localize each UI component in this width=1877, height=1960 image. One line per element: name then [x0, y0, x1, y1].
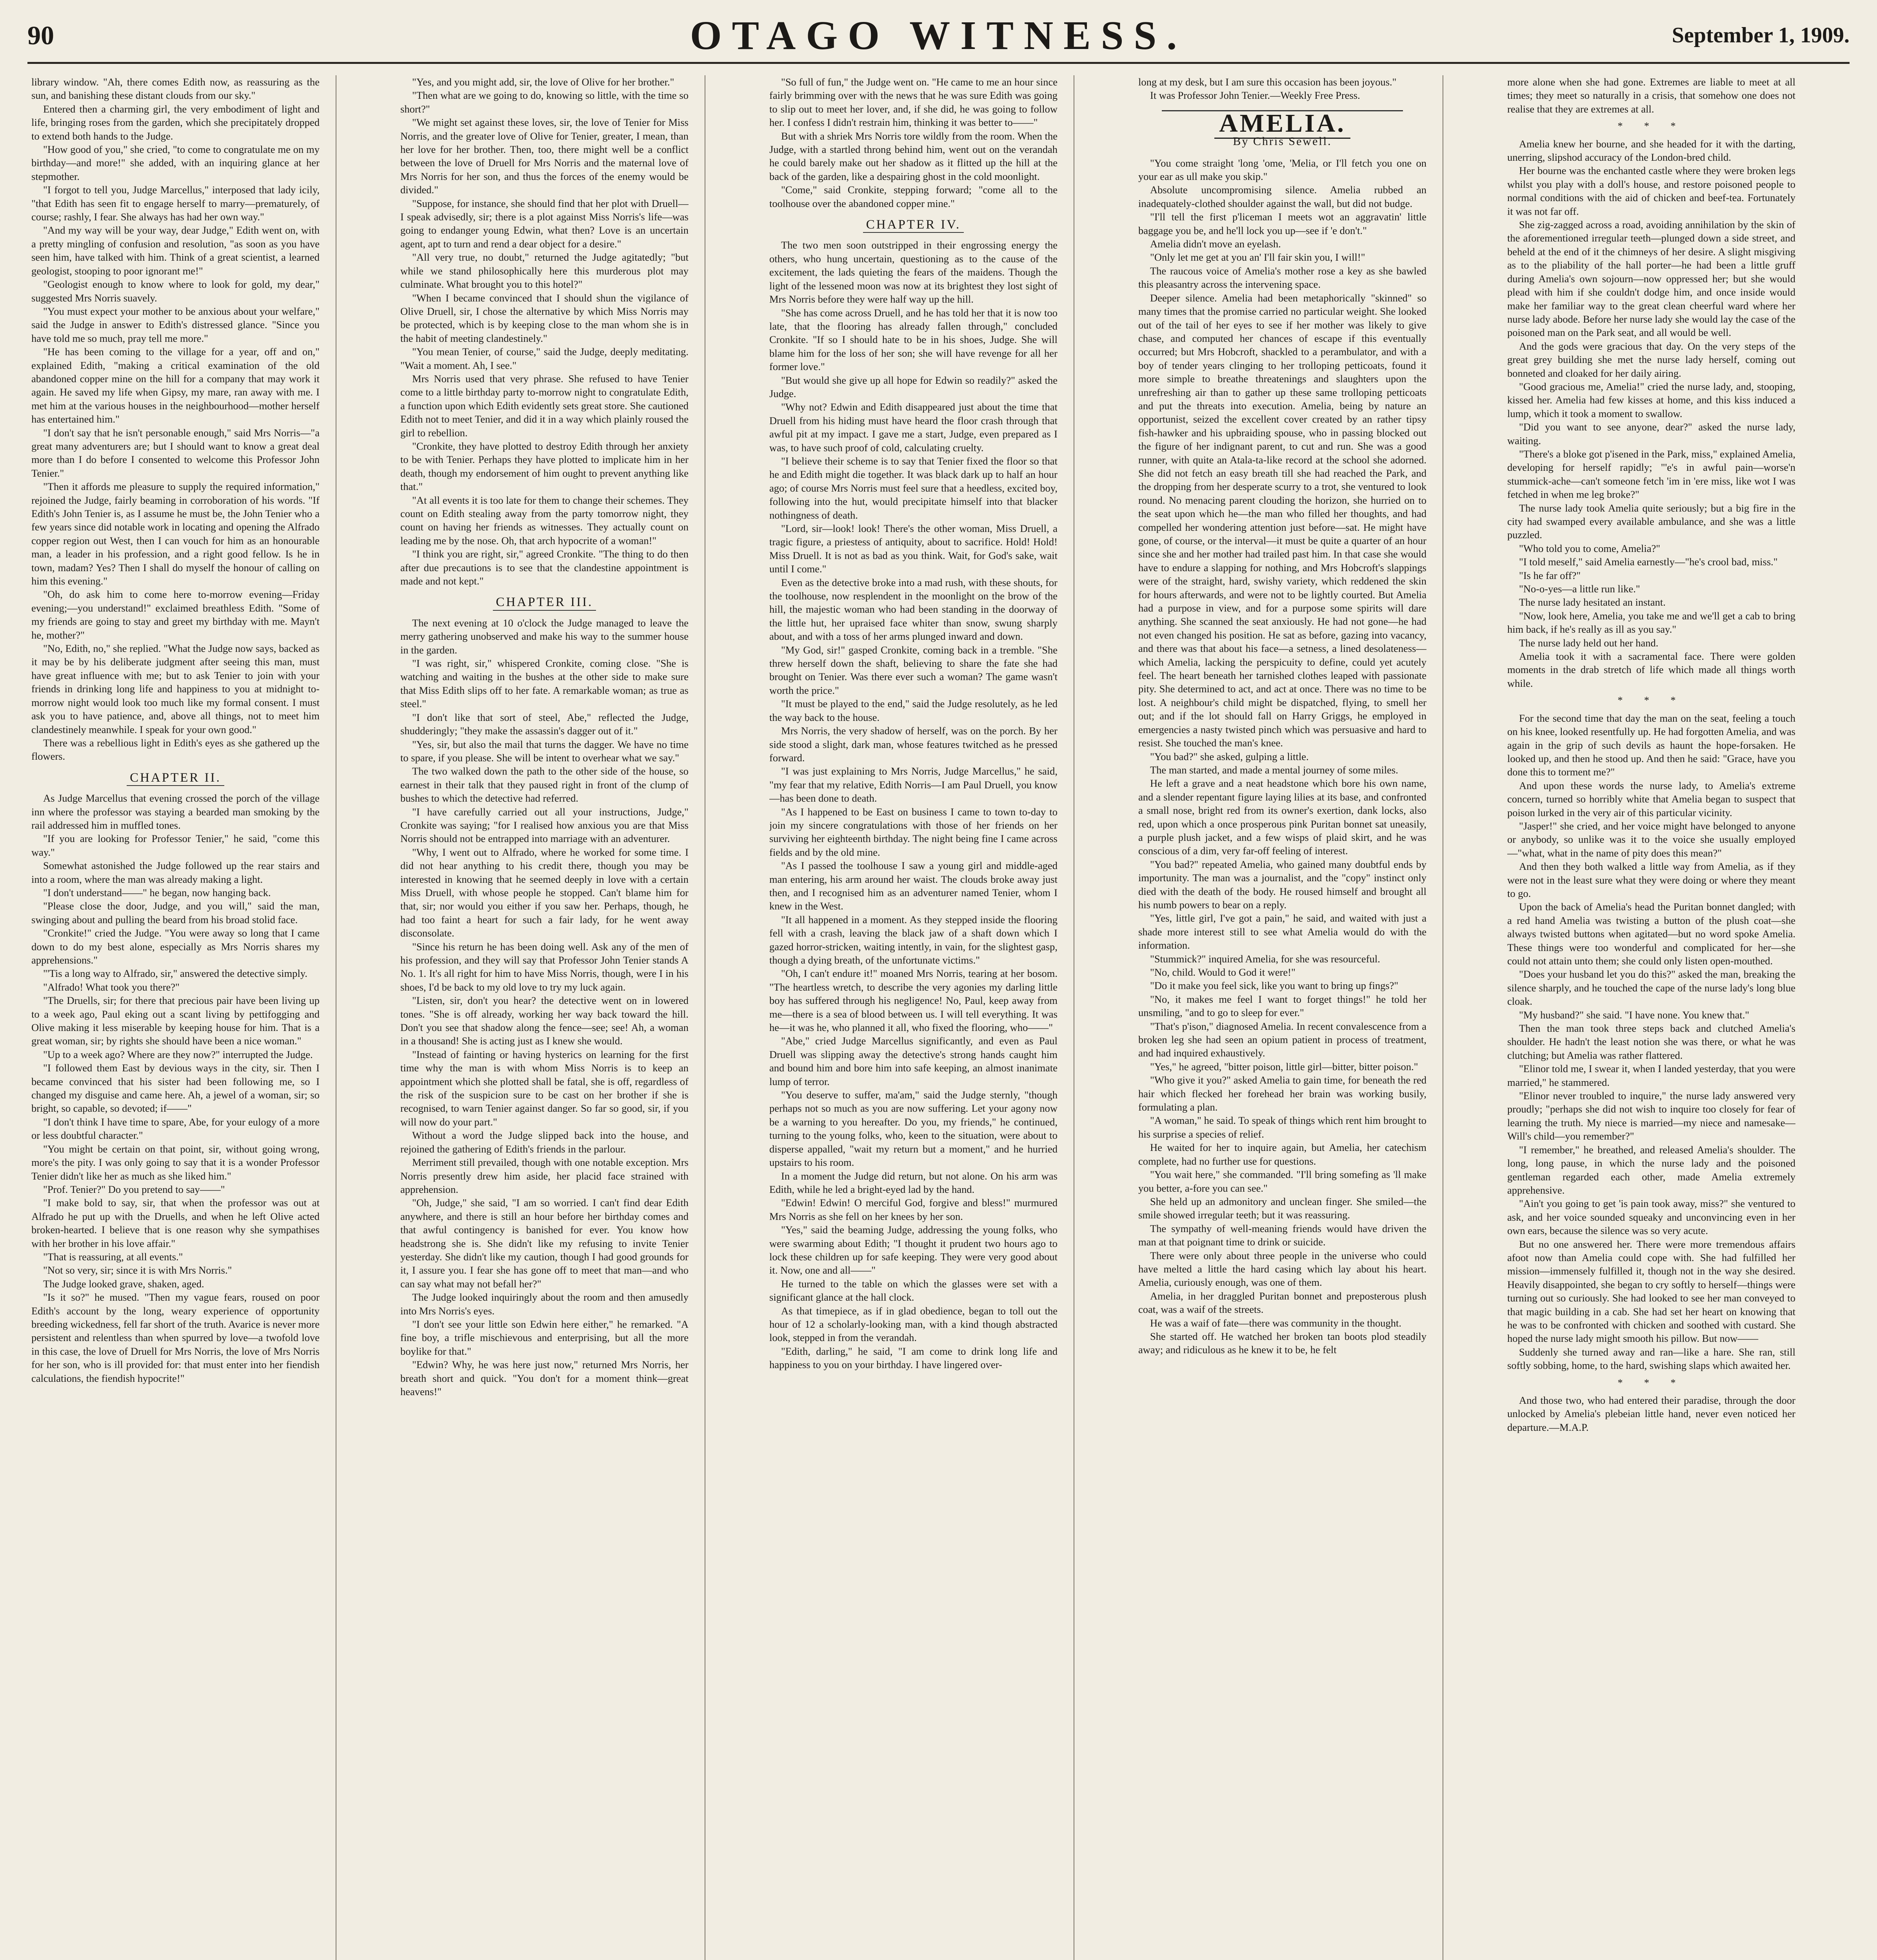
page-number: 90 [27, 20, 54, 50]
paragraph: "Then it affords me pleasure to supply the required information," rejoined the Judge, fairly beaming in corroboration of his words. "If Edith's John Tenier is, as I assume he must be, the John Tenier who a few years since did notable work in locating and opening the Alfrado copper region out West, then I can vouch for him as an honourable man, a leader in his profession, and a right good fellow. Is he in town, madam? Yes? Then I shall do myself the honour of calling on him this evening." [31, 481, 320, 587]
paragraph: Somewhat astonished the Judge followed up the rear stairs and into a room, where the man was already making a light. [31, 860, 320, 885]
paragraph: "Why not? Edwin and Edith disappeared just about the time that Druell from his hiding must have heard the floor crash through that awful pit at my impact. I gave me a start, Judge, even prepared as I was, to have such proof of cold, calculating cruelty. [769, 401, 1058, 454]
paragraph: "Elinor told me, I swear it, when I landed yesterday, that you were married," he stammered. [1507, 1063, 1795, 1088]
paragraph: Absolute uncompromising silence. Amelia rubbed an inadequately-clothed shoulder against the wall, but did not budge. [1138, 184, 1426, 209]
paragraph: The man started, and made a mental journey of some miles. [1150, 764, 1398, 776]
paragraph: And those two, who had entered their paradise, through the door unlocked by Amelia's plebeian little hand, never even noticed her departure.—M.A.P. [1507, 1394, 1795, 1433]
paragraph: The Judge looked inquiringly about the room and then amusedly into Mrs Norris's eyes. [400, 1291, 689, 1317]
paragraph: "There's a bloke got p'isened in the Park, miss," explained Amelia, developing for herself rapidly; "'e's in awful pain—worse'n stummick-ache—can't someone fetch 'im in 'ere miss, like wot I was fetched in when me leg broke?" [1507, 448, 1795, 501]
paragraph: Amelia knew her bourne, and she headed for it with the darting, unerring, slipshod accuracy of the London-bred child. [1507, 138, 1795, 163]
paragraph: He turned to the table on which the glasses were set with a significant glance at the hall clock. [769, 1278, 1058, 1303]
paragraph: "I don't like that sort of steel, Abe," reflected the Judge, shudderingly; "they make the assassin's dagger out of it." [400, 711, 689, 737]
paragraph: The sympathy of well-meaning friends would have driven the man at that poignant time to drink or suicide. [1138, 1222, 1426, 1248]
paragraph: Upon the back of Amelia's head the Puritan bonnet dangled; with a red hand Amelia was twisting a button of the plush coat—she always twisted buttons when agitated—but no word spoke Amelia. These things were too wonderful and complicated for her—she could not attain unto them; she could only listen open-mouthed. [1507, 901, 1795, 967]
paragraph: The Judge looked grave, shaken, aged. [43, 1278, 204, 1290]
paragraph: He was a waif of fate—there was community in the thought. [1150, 1317, 1401, 1329]
paragraph: "Yes," he agreed, "bitter poison, little girl—bitter, bitter poison." [1150, 1060, 1418, 1073]
paragraph: "Prof. Tenier?" Do you pretend to say——" [43, 1183, 225, 1195]
paragraph: She zig-zagged across a road, avoiding annihilation by the skin of the aforementioned irregular teeth—plunged down a side street, and beheld at the end of it the chimneys of her desire. A slight misgiving as to the pliability of the hall porter—he had been a little gruff during Amelia's own sojourn—now oppressed her; but she would plead with him if she couldn't dodge him, and once inside would make her familiar way to the great clean cheerful ward where her nurse lady abode. Before her nurse lady she would lay the case of the poisoned man on the Park seat, and all would be well. [1507, 219, 1795, 339]
paragraph: "Geologist enough to know where to look for gold, my dear," suggested Mrs Norris suavely. [31, 278, 320, 304]
paragraph: "Oh, Judge," she said, "I am so worried. I can't find dear Edith anywhere, and there is still an hour before her birthday comes and that awful contingency is banished for ever. You know how headstrong she is. She didn't like my refusing to invite Tenier yesterday. She didn't like my caution, though I had good grounds for it, I assure you. I fear she has gone off to meet that man—and who can say what may not befall her?" [400, 1197, 689, 1290]
paragraph: "She has come across Druell, and he has told her that it is now too late, that the flooring has already fallen through," concluded Cronkite. "If so I should hate to be in his shoes, Judge. She will blame him for the loss of her son; she will have revenge for all her former love." [769, 307, 1058, 373]
paragraph: "Yes, sir, but also the mail that turns the dagger. We have no time to spare, if you please. She will be intent to overhear what we say." [400, 738, 689, 764]
paragraph: "I think you are right, sir," agreed Cronkite. "The thing to do then after due precautions is to see that the clandestine appointment is made and not kept." [400, 548, 689, 587]
paragraph: "As I passed the toolhouse I saw a young girl and middle-aged man entering, his arm around her waist. The clouds broke away just then, and I recognised him as an adventurer named Tenier, whom I knew in the West. [769, 860, 1058, 912]
paragraph: "I make bold to say, sir, that when the professor was out at Alfrado he put up with the Druells, and when he left Olive acted broken-hearted. I believe that is one reason why she sympathises with her brother in his love affair." [31, 1197, 320, 1249]
chapter-heading-text: CHAPTER II. [127, 771, 224, 786]
paragraph: library window. "Ah, there comes Edith now, as reassuring as the sun, and banishing these distant clouds from our sky." [31, 76, 320, 102]
paragraph: There was a rebellious light in Edith's eyes as she gathered up the flowers. [31, 737, 320, 762]
paragraph: Mrs Norris used that very phrase. She refused to have Tenier come to a little birthday party to-morrow night to congratulate Edith, a function upon which Edith evidently sets great store. She cautioned Edith not to meet Tenier, and did it in a way which plainly roused the girl to rebellion. [400, 372, 689, 439]
paragraph: "I forgot to tell you, Judge Marcellus," interposed that lady icily, "that Edith has seen fit to engage herself to marry—prematurely, of course; rashly, I fear. She always has had her own way." [31, 184, 320, 223]
paragraph: "You might be certain on that point, sir, without going wrong, more's the pity. I was only going to say that it is a wonder Professor Tenier didn't like her as much as she liked him." [31, 1143, 320, 1182]
paragraph: It was Professor John Tenier.—Weekly Free Press. [1150, 89, 1360, 102]
paragraph: "Does your husband let you do this?" asked the man, breaking the silence sharply, and he touched the cape of the nurse lady's long blue cloak. [1507, 968, 1795, 1007]
paragraph: "Who told you to come, Amelia?" [1519, 542, 1661, 554]
paragraph: "Then what are we going to do, knowing so little, with the time so short?" [400, 89, 689, 115]
paragraph: Amelia didn't move an eyelash. [1150, 238, 1281, 250]
paragraph: "That's p'ison," diagnosed Amelia. In recent convalescence from a broken leg she had seen an opium patient in process of treatment, and had inquired exhaustively. [1138, 1020, 1426, 1059]
paragraph: "Come," said Cronkite, stepping forward; "come all to the toolhouse over the abandoned copper mine." [769, 184, 1058, 209]
paragraph: "I don't see your little son Edwin here either," he remarked. "A fine boy, a trifle mischievous and enterprising, but all the more boylike for that." [400, 1318, 689, 1357]
paragraph: "I'll tell the first p'liceman I meets wot an aggravatin' little baggage you be, and he'll lock you up—see if 'e don't." [1138, 211, 1426, 236]
paragraph: "Please close the door, Judge, and you will," said the man, swinging about and pulling the beard from his broad stolid face. [31, 900, 320, 926]
paragraph: "Only let me get at you an' I'll fair skin you, I will!" [1150, 251, 1365, 263]
paragraph: "Instead of fainting or having hysterics on learning for the first time why the man is with whom Miss Norris is to keep an appointment which she plotted shall be fatal, she is off, regardless of the risk of the suspicion sure to be cast on her brother if she is recognised, to warn Tenier against danger. So far so good, sir, if you will now do your part." [400, 1048, 689, 1128]
paragraph: "I was just explaining to Mrs Norris, Judge Marcellus," he said, "my fear that my relative, Edith Norris—I am Paul Druell, you know—has been done to death. [769, 765, 1058, 804]
paragraph: "Cronkite!" cried the Judge. "You were away so long that I came down to do my best alone, especially as Mrs Norris shares my apprehensions." [31, 927, 320, 966]
chapter-heading [769, 218, 1058, 233]
paragraph: The raucous voice of Amelia's mother rose a key as she bawled this pleasantry across the intervening space. [1138, 265, 1426, 290]
paragraph: She held up an admonitory and unclean finger. She smiled—the smile showed irregular teeth; but it was reassuring. [1138, 1195, 1426, 1221]
masthead [27, 12, 1850, 59]
paragraph: "Up to a week ago? Where are they now?" interrupted the Judge. [43, 1048, 313, 1060]
paragraph: "'Tis a long way to Alfrado, sir," answered the detective simply. [43, 967, 307, 980]
story-title-text: AMELIA. [1214, 109, 1350, 139]
paragraph: "Elinor never troubled to inquire," the nurse lady answered very proudly; "perhaps she did not wish to inquire too closely for fear of learning the truth. My niece is married—my niece and namesake—Will's child—you remember?" [1507, 1090, 1795, 1142]
paragraph: "Yes," said the beaming Judge, addressing the young folks, who were swarming about Edith; "I thought it prudent two hours ago to lock these children up for safe keeping. They were very good about it. Now, one and all——" [769, 1224, 1058, 1276]
paragraph: "Did you want to see anyone, dear?" asked the nurse lady, waiting. [1507, 421, 1795, 446]
paragraph: The next evening at 10 o'clock the Judge managed to leave the merry gathering unobserved and make his way to the summer house in the garden. [400, 617, 689, 656]
paragraph: The nurse lady held out her hand. [1519, 637, 1659, 649]
paragraph: "No-o-yes—a little run like." [1519, 583, 1640, 595]
paragraph: "Do it make you feel sick, like you want to bring up fings?" [1150, 980, 1399, 992]
paragraph: Deeper silence. Amelia had been metaphorically "skinned" so many times that the promise carried no particular weight. She looked out of the tail of her eyes to see if her mother was likely to give chase, and computed her chances of escape if this eventually occurred; but Mrs Hobcroft, shackled to a perambulator, and with a boy of tender years clinging to her trolloping petticoats, found it more simple to breathe threatenings and slaughters upon the unrefreshing air than to gather up these same trolloping petticoats and put the threats into execution. Amelia, being by nature an opportunist, seized the excellent cover created by an rather tipsy fish-hawker and his upbraiding spouse, who in passing blocked out the figure of her indignant parent, to cut and run. She was a good runner, with quite an Atala-ta-like record at the school she adorned. She did not fetch an easy breath till she had reached the Park, and the dropping from her desperate scurry to a trot, she ventured to look round. No menacing parent clouding the horizon, she hurried on to the seat upon which he—the man who filled her thoughts, and had compelled her wondering attention just before—sat. He might have gone, of course, or the interval—it must be quite a quarter of an hour since she and her mother had trailed past him. In that case she would have to endure a slapping for nothing, and Mrs Hobcroft's slappings were of the straight, hard, swishy variety, which reddened the skin for hours afterwards, and were not to be lightly courted. But Amelia had a purpose in view, and for a purpose some spirits will dare anything. She scanned the seat anxiously. He had not gone—he had not even changed his position. He sat as before, gazing into vacancy, and there was that about his face—a setness, a lined desolateness—which Amelia, lacking the perspicuity to define, could yet acutely feel. The heart beneath her tarnished clothes leaped with passionate pity. She determined to act, and act at once. There was no time to be lost. A neighbour's child might be dispatched, flying, to smell her out; and if the lot should fall on Harry Griggs, he employed in emergencies a nasty twisted pinch which was persuasive and hard to resist. She touched the man's knee. [1138, 292, 1426, 749]
paragraph: "I don't understand——" he began, now hanging back. [43, 886, 271, 898]
paragraph: "You must expect your mother to be anxious about your welfare," said the Judge in answer to Edith's distressed glance. "Since you have told me so much, pray tell me more." [31, 305, 320, 344]
paragraph: And upon these words the nurse lady, to Amelia's extreme concern, turned so horribly white that Amelia began to suspect that poison lurked in the very air of this particular vicinity. [1507, 779, 1795, 818]
paragraph: "As I happened to be East on business I came to town to-day to join my sincere congratulations with those of her friends on her surviving her eighteenth birthday. The night being fine I came across fields and by the old mine. [769, 806, 1058, 858]
paragraph: "My husband?" she said. "I have none. You knew that." [1519, 1009, 1750, 1021]
paragraph: "Is he far off?" [1519, 569, 1581, 581]
section-break: * * * [1617, 695, 1685, 706]
paragraph: There were only about three people in the universe who could have melted a little the hard casing which lay about his heart. Amelia, curiously enough, was one of them. [1138, 1249, 1426, 1289]
paragraph: "I was right, sir," whispered Cronkite, coming close. "She is watching and waiting in the bushes at the other side to make sure that Miss Edith slips off to her fate. A remarkable woman; as true as steel." [400, 657, 689, 710]
paragraph: "We might set against these loves, sir, the love of Tenier for Miss Norris, and the greater love of Olive for Tenier, greater, I mean, than her love for her brother. Then, too, there might well be a conflict between the love of Druell for Mrs Norris and the maternal love of Mrs Norris for her son, and thus the forces of the enemy would be divided." [400, 116, 689, 196]
paragraph: Amelia, in her draggled Puritan bonnet and preposterous plush coat, was a waif of the streets. [1138, 1290, 1426, 1316]
paragraph: "Stummick?" inquired Amelia, for she was resourceful. [1150, 953, 1380, 965]
chapter-heading-text: CHAPTER III. [493, 595, 596, 610]
text-column-5 [1507, 75, 1795, 1960]
section-break: * * * [1617, 1377, 1685, 1388]
paragraph: Even as the detective broke into a mad rush, with these shouts, for the toolhouse, now resplendent in the moonlight on the brow of the hill, the majestic woman who had been standing in the doorway of the little hut, her upraised face whiter than snow, swung sharply about, and with a toss of her arms plunged inward and down. [769, 576, 1058, 642]
chapter-heading [31, 771, 320, 786]
paragraph: As Judge Marcellus that evening crossed the porch of the village inn where the professor was staying a bearded man smoking by the rail addressed him in muffled tones. [31, 792, 320, 831]
paragraph: Merriment still prevailed, though with one notable exception. Mrs Norris presently drew him aside, her placid face strained with apprehension. [400, 1156, 689, 1195]
paragraph: "Yes, and you might add, sir, the love of Olive for her brother." [412, 76, 674, 88]
paragraph: "Lord, sir—look! look! There's the other woman, Miss Druell, a tragic figure, a priestess of antiquity, about to sacrifice. Hold! Hold! Miss Druell. It is not as bad as you think. Wait, for God's sake, wait until I come." [769, 523, 1058, 575]
paragraph: "Edwin! Edwin! O merciful God, forgive and bless!" murmured Mrs Norris as she fell on her knees by her son. [769, 1197, 1058, 1222]
paragraph: "Who give it you?" asked Amelia to gain time, for beneath the red hair which flecked her forehead her brain was working busily, formulating a plan. [1138, 1074, 1426, 1113]
paragraph: "Jasper!" she cried, and her voice might have belonged to anyone or anybody, so unlike was it to the voice she usually employed—"what, what in the name of pity does this mean?" [1507, 820, 1795, 859]
paragraph: "You bad?" she asked, gulping a little. [1150, 750, 1309, 762]
chapter-heading [400, 595, 689, 610]
paragraph: "Suppose, for instance, she should find that her plot with Druell—I speak advisedly, sir; there is a plot against Miss Norris's life—was going to endanger young Edwin, what then? Love is an uncertain agent, apt to turn and rend a dear object for a desire." [400, 197, 689, 250]
paragraph: "It must be played to the end," said the Judge resolutely, as he led the way back to the house. [769, 698, 1058, 723]
paragraph: "How good of you," she cried, "to come to congratulate me on my birthday—and more!" she added, with an inquiring glance at her stepmother. [31, 143, 320, 182]
paragraph: "Why, I went out to Alfrado, where he worked for some time. I did not hear anything to his credit there, though you may be interested in knowing that he seemed deeply in love with a certain Miss Druell, with whose people he stopped. Can't blame him for that, sir; nor would you either if you saw her. Perhaps, though, he had too faint a heart for such a fair lady, for he went away disconsolate. [400, 846, 689, 939]
paragraph: And the gods were gracious that day. On the very steps of the great grey building she met the nurse lady herself, coming out bonneted and cloaked for her daily airing. [1507, 340, 1795, 379]
paragraph: "You come straight 'long 'ome, 'Melia, or I'll fetch you one on your ear as ull make you skip." [1138, 157, 1426, 183]
paragraph: "Good gracious me, Amelia!" cried the nurse lady, and, stooping, kissed her. Amelia had few kisses at home, and this kiss induced a lump, which it took a moment to swallow. [1507, 380, 1795, 419]
story-title [1138, 109, 1426, 138]
paragraph: "If you are looking for Professor Tenier," he said, "come this way." [31, 833, 320, 858]
paragraph: She started off. He watched her broken tan boots plod steadily away; and ridiculous as he knew it to be, he felt [1138, 1330, 1426, 1356]
paragraph: "You mean Tenier, of course," said the Judge, deeply meditating. "Wait a moment. Ah, I see." [400, 346, 689, 371]
paragraph: Her bourne was the enchanted castle where they were broken legs whilst you play with a doll's house, and restore poisoned people to normal conditions with the aid of chicken and beef-tea. Fortunately it was not far off. [1507, 165, 1795, 217]
paragraph: "Alfrado! What took you there?" [43, 981, 180, 993]
paragraph: "No, Edith, no," she replied. "What the Judge now says, backed as it may be by his deliberate judgment after seeing this man, must have great influence with me; but to ask Tenier to join with your friends in drinking long life and happiness to you at midnight to-morrow night would look too much like my formal consent. I must ask you to have patience, and, above all things, not to meet him clandestinely meanwhile. I speak for your own good." [31, 642, 320, 735]
paragraph: "Not so very, sir; since it is with Mrs Norris." [43, 1264, 232, 1276]
paragraph: He left a grave and a neat headstone which bore his own name, and a slender repentant figure laying lilies at its base, and confronted a small nose, bright red from its owner's exertion, dank locks, also red, upon which a once prosperous pink Puritan bonnet sat uneasily, a purple plush jacket, and a few wisps of plaid skirt, and he was conscious of a dim, very far-off feeling of interest. [1138, 777, 1426, 857]
paragraph: But with a shriek Mrs Norris tore wildly from the room. When the Judge, with a startled throng behind him, went out on the verandah he could barely make out her shadow as it flitted up the hill at the back of the garden, like a despairing ghost in the cold moonlight. [769, 130, 1058, 182]
paragraph: "Since his return he has been doing well. Ask any of the men of his profession, and they will say that Professor John Tenier stands A No. 1. It's all right for him to have Miss Norris, though, were I in his shoes, I'd be back to my old love to try my luck again. [400, 940, 689, 993]
paragraph: Entered then a charming girl, the very embodiment of light and life, bringing roses from the garden, which she precipitately dropped to extend both hands to the Judge. [31, 103, 320, 142]
paragraph: As that timepiece, as if in glad obedience, began to toll out the hour of 12 a scholarly-looking man, with a kind though abstracted look, stepped in from the verandah. [769, 1305, 1058, 1344]
paragraph: "No, it makes me feel I want to forget things!" he told her unsmiling, "and to go to sleep for ever." [1138, 993, 1426, 1019]
text-column-1 [31, 75, 320, 1960]
paragraph: "Now, look here, Amelia, you take me and we'll get a cab to bring him back, if he's really as ill as you say." [1507, 610, 1795, 635]
paragraph: "Listen, sir, don't you hear? the detective went on in lowered tones. "She is off already, working her way back toward the hill. Don't you see that shadow along the fence—see; see! Ah, a woman in a thousand! She is acting just as I knew she would. [400, 995, 689, 1047]
paragraph: "And my way will be your way, dear Judge," Edith went on, with a pretty mingling of confusion and resolution, "as soon as you have seen him, have talked with him. Think of a great scientist, a learned geologist, stooping to poor ignorant me!" [31, 224, 320, 277]
paragraph: The two men soon outstripped in their engrossing energy the others, who hung uncertain, questioning as to the cause of the excitement, the lads quieting the fears of the maidens. Though the light of the lessened moon was now at its brightest they lost sight of Mrs Norris before they were half way up the hill. [769, 239, 1058, 305]
paragraph: "So full of fun," the Judge went on. "He came to me an hour since fairly brimming over with the news that he was sure Edith was going to slip out to meet her lover, and, if she did, he was going to follow her. I confess I didn't restrain him, thinking it was better to——" [769, 76, 1058, 129]
paragraph: Amelia took it with a sacramental face. There were golden moments in the drab stretch of life which made all things worth while. [1507, 650, 1795, 689]
paragraph: "I followed them East by devious ways in the city, sir. Then I became convinced that his sister had been following me, so I changed my disguise and came here. Ah, a jewel of a woman, sir; so bright, so capable, so devoted; if——" [31, 1062, 320, 1114]
paragraph: He waited for her to inquire again, but Amelia, her catechism complete, had no further use for questions. [1138, 1142, 1426, 1167]
text-column-2 [400, 75, 689, 1960]
section-break: * * * [1617, 120, 1685, 132]
paragraph: "I don't think I have time to spare, Abe, for your eulogy of a more or less doubtful character." [31, 1116, 320, 1142]
paragraph: "It all happened in a moment. As they stepped inside the flooring fell with a crash, leaving the black jaw of a shaft down which I gazed horror-stricken, waiting intently, in vain, for the slightest gasp, though a dying breath, of the unfortunate victims." [769, 913, 1058, 966]
paragraph: "I don't say that he isn't personable enough," said Mrs Norris—"a great many adventurers are; but I should want to know a great deal more than I do before I consented to welcome this Professor John Tenier." [31, 426, 320, 479]
paragraph: The nurse lady took Amelia quite seriously; but a big fire in the city had swamped every available ambulance, and she was a little puzzled. [1507, 502, 1795, 541]
paragraph: "Cronkite, they have plotted to destroy Edith through her anxiety to be with Tenier. Perhaps they have plotted to implicate him in her death, though my endorsement of him ought to prevent anything like that." [400, 440, 689, 493]
paragraph: "Oh, do ask him to come here to-morrow evening—Friday evening;—you understand!" exclaimed breathless Edith. "Some of my friends are going to stay and greet my birthday with me. Mayn't he, mother?" [31, 588, 320, 641]
paragraph: Suddenly she turned away and ran—like a hare. She ran, still softly sobbing, home, to the hard, swishing slaps which awaited her. [1507, 1346, 1795, 1372]
paragraph: Without a word the Judge slipped back into the house, and rejoined the gathering of Edith's friends in the parlour. [400, 1129, 689, 1155]
paragraph: "Is it so?" he mused. "Then my vague fears, roused on poor Edith's account by the long, weary experience of opportunity breeding wickedness, fell far short of the truth. Avarice is never more persistent and relentless than when spurred by love—a twofold love in this case, the love of Druell for Mrs Norris, the love of Mrs Norris for her son, who is ill provided for: that must enter into her fiendish calculations, the fiendish hypocrite!" [31, 1291, 320, 1384]
chapter-heading-text: CHAPTER IV. [863, 218, 964, 233]
paragraph: "Edith, darling," he said, "I am come to drink long life and happiness to you on your birthday. I have lingered over- [769, 1345, 1058, 1371]
paragraph: But no one answered her. There were more tremendous affairs afoot now than Amelia could cope with. She had fulfilled her mission—immensely fulfilled it, though not in the way she desired. Heavily disappointed, she began to cry softly to herself—things were turning out so curiously. She had looked to see her man conveyed to that magic building in a cab. She had set her heart on knowing that he was to be confronted with chicken and soothed with custard. She hoped the nurse lady might smooth his pillow. But now—— [1507, 1238, 1795, 1345]
paragraph: "You deserve to suffer, ma'am," said the Judge sternly, "though perhaps not so much as you are now suffering. Let your agony now be a warning to you hereafter. Do you, my friends," he continued, turning to the young folks, who, keen to the situation, were about to disperse appalled, "wait my return but a moment," and he hurried upstairs to his room. [769, 1089, 1058, 1169]
paragraph: "You bad?" repeated Amelia, who gained many doubtful ends by importunity. The man was a journalist, and the "copy" instinct only died with the death of the body. He roused himself and brought all his numb powers to bear on a reply. [1138, 858, 1426, 911]
paragraph: For the second time that day the man on the seat, feeling a touch on his knee, looked resentfully up. He had forgotten Amelia, and was again in the grip of such devils as haunt the hope-forsaken. He looked up, and then he stood up. And then he said: "Grace, have you done this to torment me?" [1507, 712, 1795, 778]
paragraph: "Ain't you going to get 'is pain took away, miss?" she ventured to ask, and her voice sounded squeaky and unconvincing even in her own ears, because the silence was so very acute. [1507, 1198, 1795, 1237]
paragraph: "I believe their scheme is to say that Tenier fixed the floor so that he and Edith might die together. It was black dark up to half an hour ago; of course Mrs Norris must feel sure that a heedless, excited boy, following into the hut, would precipitate himself into that blacker nothingness of death. [769, 455, 1058, 521]
paragraph: "That is reassuring, at all events." [43, 1250, 183, 1263]
paragraph: In a moment the Judge did return, but not alone. On his arm was Edith, while he led a bright-eyed lad by the hand. [769, 1170, 1058, 1195]
paragraph: "I told meself," said Amelia earnestly—"he's crool bad, miss." [1519, 556, 1778, 568]
paragraph: "No, child. Would to God it were!" [1150, 966, 1296, 978]
paragraph: Then the man took three steps back and clutched Amelia's shoulder. He hadn't the least notion she was there, or what he was clutching; but Amelia was rather flattered. [1507, 1022, 1795, 1061]
paragraph: "The Druells, sir; for there that precious pair have been living up to a week ago, Paul eking out a scant living by pettifogging and Olive making it less miserable by keeping house for him. That is a great woman, sir; by rights she should have been a nice woman." [31, 995, 320, 1047]
paragraph: "At all events it is too late for them to change their schemes. They count on Edith stealing away from the party tomorrow night, they count on having her friends as witnesses. They actually count on leading me by the nose. Oh, that arch hypocrite of a woman!" [400, 494, 689, 546]
paragraph: "All very true, no doubt," returned the Judge agitatedly; "but while we stand philosophically here this murderous plot may culminate. What brought you to this hotel?" [400, 251, 689, 290]
paragraph: "He has been coming to the village for a year, off and on," explained Edith, "making a critical examination of the old abandoned copper mine on the hill for a company that may work it again. He saved my life when Gipsy, my mare, ran away with me. I met him at the various houses in the neighbourhood—mother herself has entertained him." [31, 346, 320, 425]
header-rule [27, 62, 1850, 64]
paragraph: "I remember," he breathed, and released Amelia's shoulder. The long, long pause, in which the nurse lady and the poisoned gentleman regarded each other, made Amelia extremely apprehensive. [1507, 1143, 1795, 1196]
paragraph: more alone when she had gone. Extremes are liable to meet at all times; they meet so naturally in a crisis, that somehow one does not realise that they are extremes at all. [1507, 76, 1795, 115]
paragraph: And then they both walked a little way from Amelia, as if they were not in the least sure what they were doing or where they meant to go. [1507, 860, 1795, 899]
paragraph: "Oh, I can't endure it!" moaned Mrs Norris, tearing at her bosom. "The heartless wretch, to describe the very agonies my darling little boy has suffered through his negligence! No, Paul, keep away from me—there is a sea of blood between us. I will tell everything. It was he—it was he, who planned it all, who fixed the flooring, who——" [769, 967, 1058, 1034]
paragraph: "A woman," he said. To speak of things which rent him brought to his surprise a species of relief. [1138, 1114, 1426, 1140]
paragraph: long at my desk, but I am sure this occasion has been joyous." [1138, 76, 1397, 88]
paragraph: "You wait here," she commanded. "I'll bring somefing as 'll make you better, a-fore you can see." [1138, 1169, 1426, 1194]
publication-title: OTAGO WITNESS. [690, 13, 1187, 58]
text-column-3 [769, 75, 1058, 1960]
paragraph: Mrs Norris, the very shadow of herself, was on the porch. By her side stood a slight, dark man, whose features twitched as he pressed forward. [769, 725, 1058, 764]
paragraph: The two walked down the path to the other side of the house, so earnest in their talk that they paused right in front of the clump of bushes to which the detective had referred. [400, 765, 689, 804]
paragraph: "But would she give up all hope for Edwin so readily?" asked the Judge. [769, 374, 1058, 399]
paragraph: "Edwin? Why, he was here just now," returned Mrs Norris, her breath short and quick. "You don't for a moment think—great heavens!" [400, 1359, 689, 1397]
paragraph: "I have carefully carried out all your instructions, Judge," Cronkite was saying; "for I realised how anxious you are that Miss Norris should not be entrapped into marriage with an adventurer. [400, 806, 689, 845]
paragraph: "Yes, little girl, I've got a pain," he said, and waited with just a shade more interest still to see what Amelia would do with the information. [1138, 912, 1426, 951]
byline: By Chris Sewell. [1233, 135, 1332, 148]
paragraph: "My God, sir!" gasped Cronkite, coming back in a tremble. "She threw herself down the shaft, believing to share the fate she had brought on Tenier. Was there ever such a woman? The game wasn't worth the price." [769, 644, 1058, 696]
paragraph: "When I became convinced that I should shun the vigilance of Olive Druell, sir, I chose the alternative by which Miss Norris may be protected, which is by keeping close to the man whom she is in the habit of meeting clandestinely." [400, 292, 689, 344]
paragraph: The nurse lady hesitated an instant. [1519, 596, 1666, 608]
text-column-4 [1138, 75, 1426, 1960]
issue-date: September 1, 1909. [1672, 23, 1850, 47]
paragraph: "Abe," cried Judge Marcellus significantly, and even as Paul Druell was slipping away the detective's strong hands caught him and bound him and bore him into safe keeping, an almost inanimate lump of terror. [769, 1035, 1058, 1087]
